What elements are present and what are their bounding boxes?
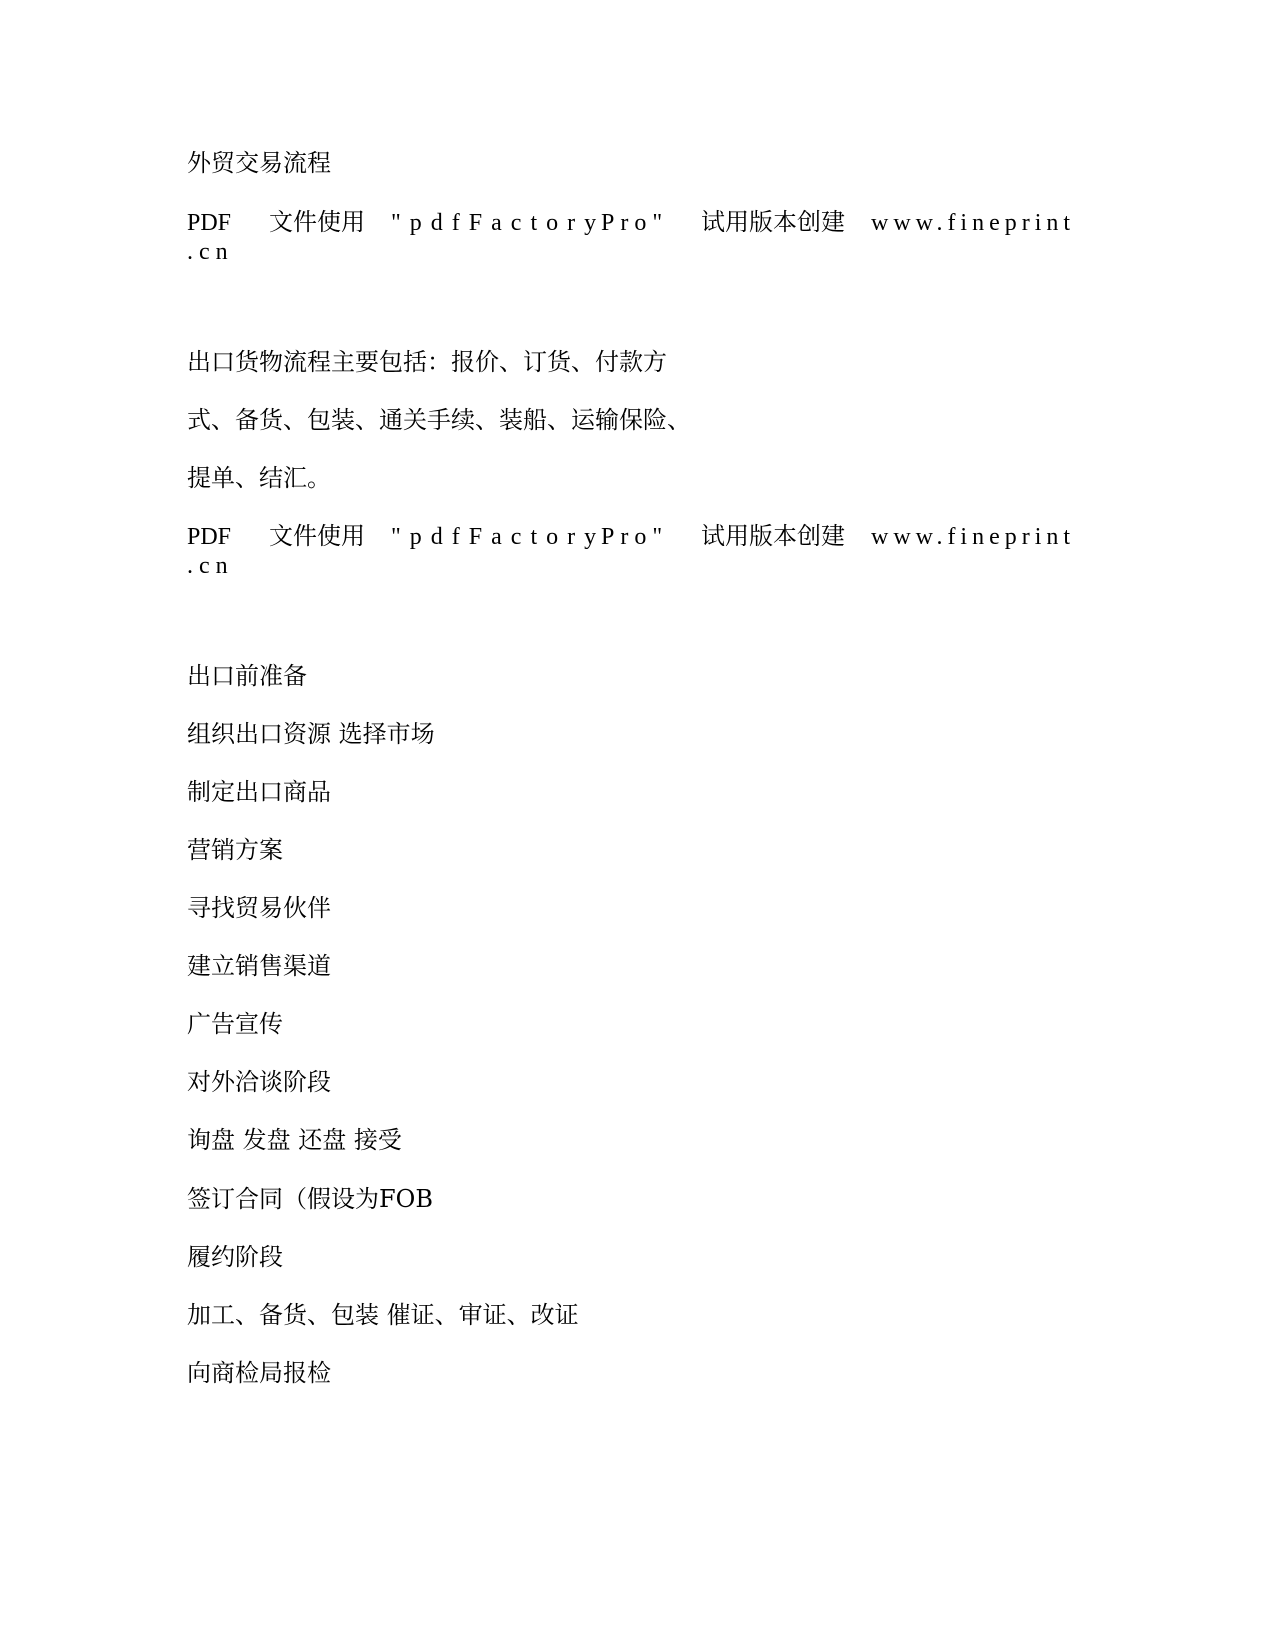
step-line: 履约阶段 <box>187 1243 283 1271</box>
watermark-pro: Pro" <box>601 210 669 236</box>
watermark-tld: .cn <box>187 239 234 265</box>
watermark-row <box>187 207 1087 238</box>
pdffactory-watermark <box>187 207 1087 266</box>
step-line: 营销方案 <box>187 836 283 864</box>
paragraph-line: 提单、结汇。 <box>187 464 331 492</box>
step-line: 加工、备货、包装 催证、审证、改证 <box>187 1301 579 1329</box>
step-line: 制定出口商品 <box>187 778 331 806</box>
watermark-pro: Pro" <box>601 524 669 550</box>
step-line: 询盘 发盘 还盘 接受 <box>187 1126 402 1154</box>
watermark-site: www.fineprint <box>871 524 1076 550</box>
paragraph-line: 式、备货、包装、通关手续、装船、运输保险、 <box>187 406 691 434</box>
watermark-row <box>187 521 1087 552</box>
step-line: 寻找贸易伙伴 <box>187 894 331 922</box>
watermark-factory: "pdfFactory <box>391 524 606 550</box>
watermark-trial: 试用版本创建 <box>701 522 845 550</box>
watermark-tld: .cn <box>187 553 234 579</box>
watermark-site: www.fineprint <box>871 210 1076 236</box>
step-line: 出口前准备 <box>187 662 307 690</box>
step-line: 签订合同（假设为FOB <box>187 1185 433 1213</box>
watermark-use: 文件使用 <box>269 208 365 236</box>
step-line: 对外洽谈阶段 <box>187 1068 331 1096</box>
step-line: 组织出口资源 选择市场 <box>187 720 435 748</box>
document-title: 外贸交易流程 <box>187 149 331 177</box>
step-line: 向商检局报检 <box>187 1359 331 1387</box>
watermark-trial: 试用版本创建 <box>701 208 845 236</box>
watermark-use: 文件使用 <box>269 522 365 550</box>
pdffactory-watermark <box>187 521 1087 580</box>
step-line: 广告宣传 <box>187 1010 283 1038</box>
step-line: 建立销售渠道 <box>187 952 331 980</box>
watermark-factory: "pdfFactory <box>391 210 606 236</box>
paragraph-line: 出口货物流程主要包括：报价、订货、付款方 <box>187 348 667 376</box>
watermark-pdf: PDF <box>187 210 232 236</box>
watermark-pdf: PDF <box>187 524 232 550</box>
